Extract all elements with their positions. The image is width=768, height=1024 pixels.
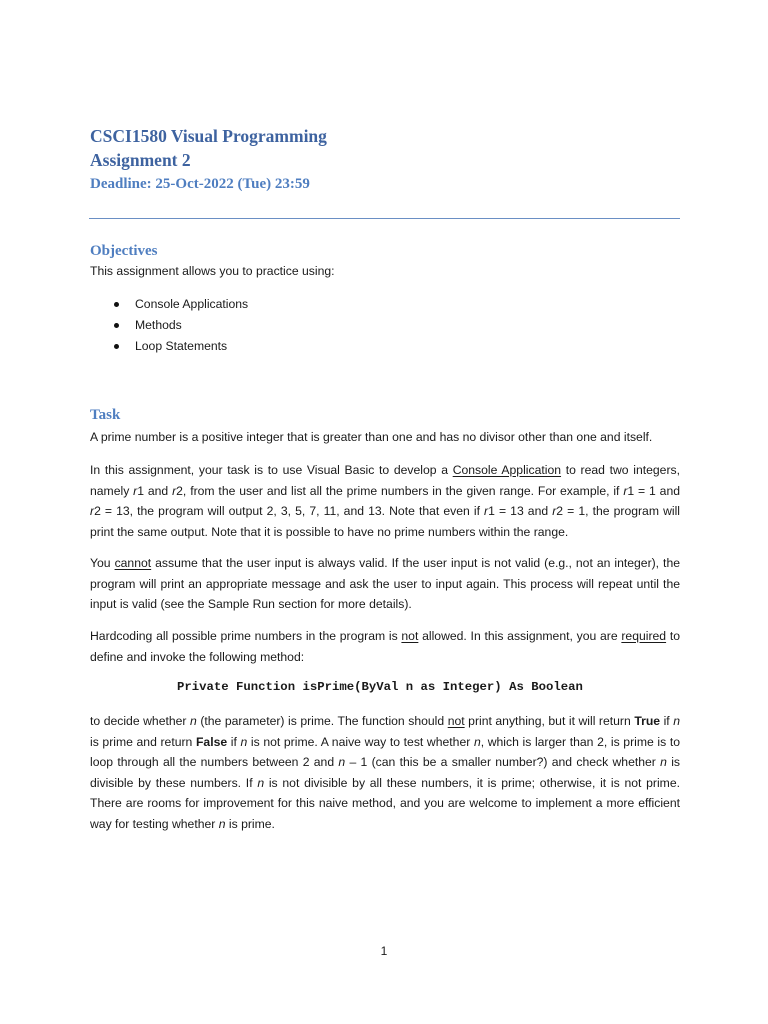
assignment-title: Assignment 2 (90, 150, 191, 170)
task-heading: Task (90, 407, 121, 423)
task-paragraph-3: You cannot assume that the user input is always valid. If the user input is not valid (e.g., not an integer), the program will print an appropriate message and ask the user to input again. This process will repeat until the input is valid (see the Sample Run section for more details). (90, 556, 680, 611)
deadline: Deadline: 25-Oct-2022 (Tue) 23:59 (90, 176, 310, 192)
task-paragraph-5: to decide whether n (the parameter) is prime. The function should not print anything, but it will return True if n is prime and return False if n is not prime. A naive way to test whether n, which is larger than 2, is prime is to loop through all the numbers between 2 and n – 1 (can this be a smaller number?) and check whether n is divisible by these numbers. If n is not divisible by all these numbers, it is prime; otherwise, it is not prime. There are rooms for improvement for this naive method, and you are welcome to implement a more efficient way for testing whether n is prime. (90, 714, 681, 831)
method-signature-code: Private Function isPrime(ByVal n as Integer) As Boolean (177, 680, 583, 694)
objectives-intro: This assignment allows you to practice using: (90, 264, 335, 278)
bullet-icon (114, 323, 119, 328)
course-title: CSCI1580 Visual Programming (90, 126, 327, 146)
page-number: 1 (380, 944, 388, 958)
list-item: Methods (110, 315, 248, 336)
header-divider (89, 218, 680, 219)
list-item: Console Applications (110, 294, 248, 315)
bullet-icon (114, 344, 119, 349)
list-item: Loop Statements (110, 336, 248, 357)
objectives-list (110, 294, 248, 357)
objectives-heading: Objectives (90, 243, 158, 259)
task-paragraph-2: In this assignment, your task is to use Visual Basic to develop a Console Application to read two integers, namely r1 and r2, from the user and list all the prime numbers in the given range. For example, if r1 = 1 and r2 = 13, the program will output 2, 3, 5, 7, 11, and 13. Note that even if r1 = 13 and r2 = 1, the program will print the same output. Note that it is possible to have no prime numbers within the range. (90, 463, 681, 539)
task-paragraph-4: Hardcoding all possible prime numbers in the program is not allowed. In this assignment, you are required to define and invoke the following method: (90, 629, 680, 664)
bullet-icon (114, 302, 119, 307)
console-application-term: Console Application (452, 463, 562, 477)
task-paragraph-1: A prime number is a positive integer that is greater than one and has no divisor other than one and itself. (90, 430, 653, 444)
